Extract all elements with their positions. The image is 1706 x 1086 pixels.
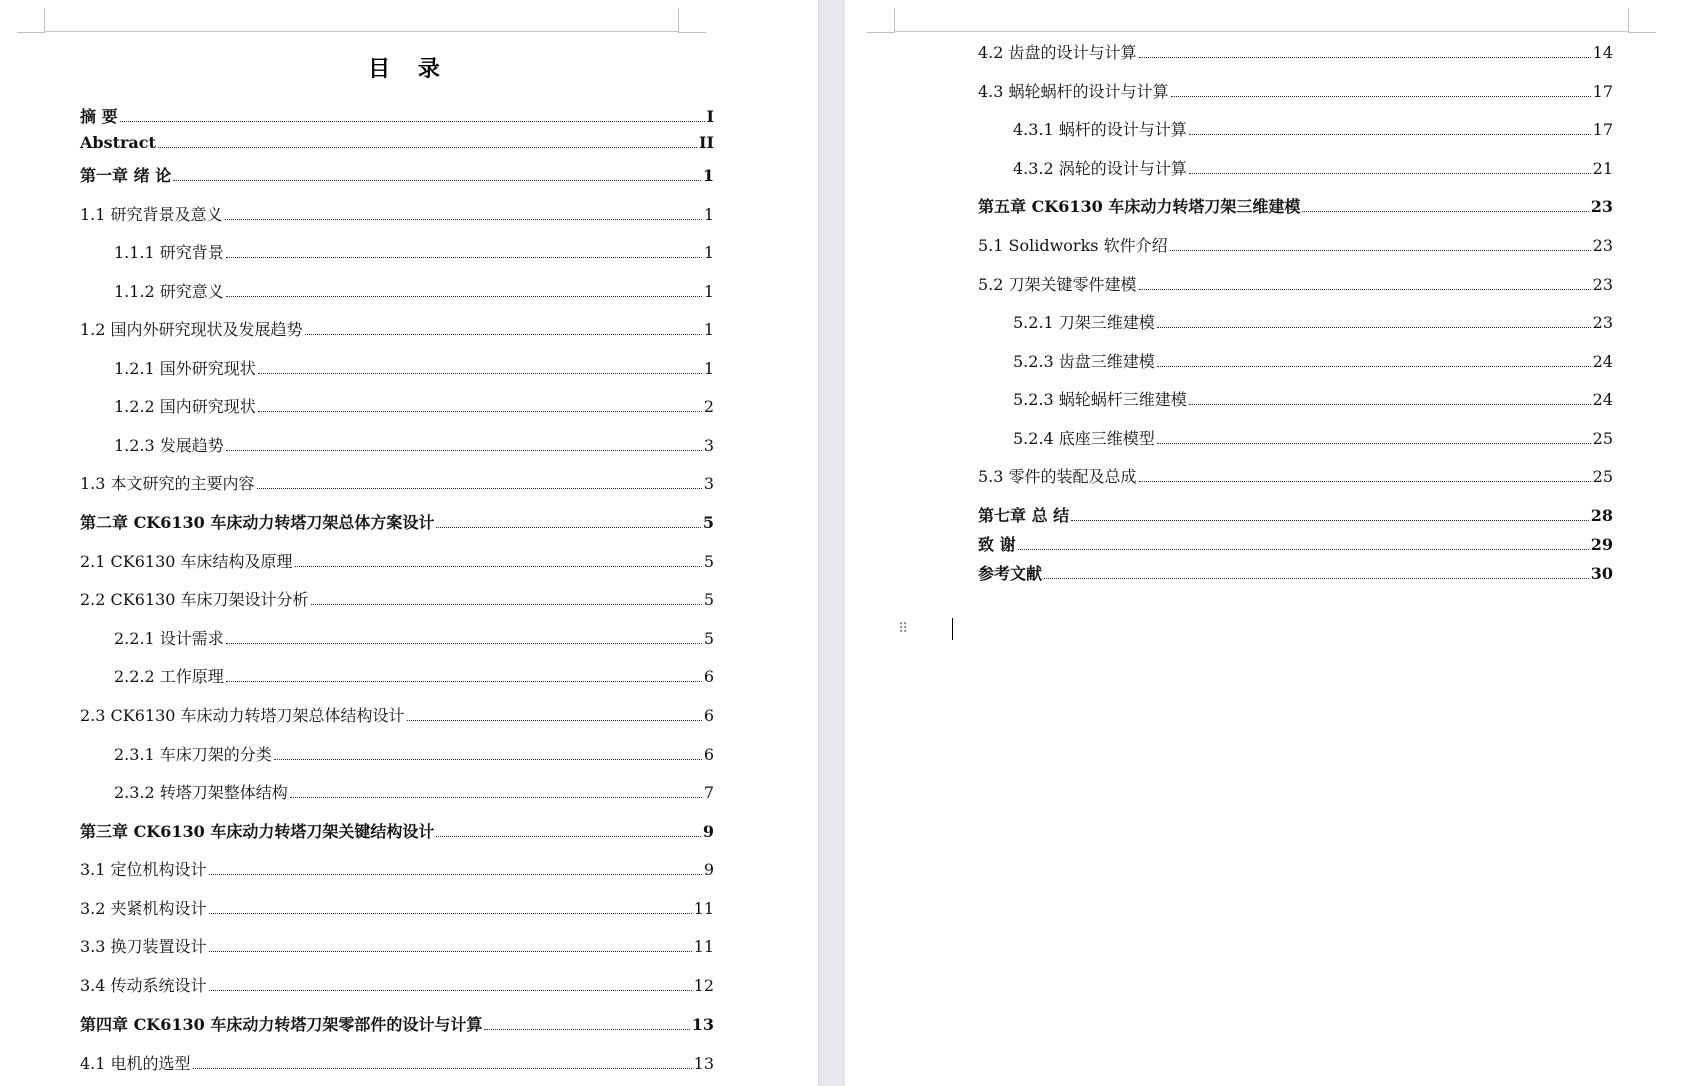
toc-leader-dots	[209, 913, 692, 914]
toc-entry[interactable]	[114, 664, 714, 686]
toc-entry-page: 14	[1592, 43, 1613, 62]
toc-entry[interactable]	[80, 703, 714, 725]
toc-entry[interactable]	[114, 356, 714, 378]
toc-entry-page: 23	[1592, 313, 1613, 332]
toc-leader-dots	[1157, 443, 1591, 444]
toc-leader-dots	[225, 219, 702, 220]
toc-entry-title: 1.1.2 研究意义	[114, 282, 224, 301]
toc-entry-page: 17	[1592, 82, 1613, 101]
toc-entry-title: 2.1 CK6130 车床结构及原理	[80, 552, 293, 571]
toc-leader-dots	[209, 874, 702, 875]
toc-entry[interactable]	[978, 233, 1613, 255]
toc-leader-dots	[226, 681, 702, 682]
toc-entry-title: 5.2.4 底座三维模型	[1013, 429, 1155, 448]
toc-entry-title: 1.2.2 国内研究现状	[114, 397, 256, 416]
toc-entry[interactable]	[978, 503, 1613, 525]
toc-entry-title: 第三章 CK6130 车床动力转塔刀架关键结构设计	[80, 822, 435, 841]
header-line	[894, 31, 1628, 32]
toc-entry[interactable]	[1013, 426, 1613, 448]
toc-leader-dots	[226, 450, 702, 451]
toc-leader-dots	[193, 1068, 692, 1069]
toc-entry[interactable]	[114, 626, 714, 648]
toc-entry[interactable]	[80, 163, 714, 185]
toc-entry-page: 6	[703, 667, 714, 686]
drag-handle-icon[interactable]: ⠿	[898, 621, 909, 637]
toc-entry-title: 致 谢	[978, 535, 1016, 554]
toc-entry-page: 25	[1592, 467, 1613, 486]
toc-leader-dots	[1170, 250, 1591, 251]
toc-leader-dots	[209, 951, 692, 952]
toc-entry[interactable]	[80, 510, 714, 532]
toc-entry[interactable]	[80, 104, 714, 126]
toc-entry[interactable]	[1013, 349, 1613, 371]
toc-entry[interactable]	[80, 896, 714, 918]
toc-entry-title: 1.2 国内外研究现状及发展趋势	[80, 320, 303, 339]
toc-entry-title: 第五章 CK6130 车床动力转塔刀架三维建模	[978, 197, 1301, 216]
toc-entry-title: 第七章 总 结	[978, 506, 1070, 525]
toc-leader-dots	[407, 720, 702, 721]
toc-entry[interactable]	[80, 471, 714, 493]
toc-entry-title: 4.3 蜗轮蜗杆的设计与计算	[978, 82, 1169, 101]
toc-entry-page: 17	[1592, 120, 1613, 139]
toc-entry-page: 6	[703, 745, 714, 764]
toc-entry-page: 13	[691, 1015, 714, 1034]
toc-entry-title: 2.2.1 设计需求	[114, 629, 224, 648]
crop-mark	[678, 8, 706, 33]
toc-entry-title: 2.3.2 转塔刀架整体结构	[114, 783, 288, 802]
document-page-left[interactable]	[0, 0, 818, 1086]
toc-leader-dots	[257, 488, 702, 489]
toc-leader-dots	[436, 836, 701, 837]
toc-entry-page: II	[699, 133, 714, 152]
toc-entry-page: 29	[1590, 535, 1613, 554]
toc-entry-page: 1	[702, 166, 714, 185]
toc-entry-title: 5.1 Solidworks 软件介绍	[978, 236, 1168, 255]
toc-entry-page: 30	[1590, 564, 1613, 583]
toc-entry-title: 1.2.3 发展趋势	[114, 436, 224, 455]
toc-entry[interactable]	[114, 394, 714, 416]
toc-entry-page: I	[706, 107, 714, 126]
toc-entry-page: 1	[703, 282, 714, 301]
toc-entry-title: 4.2 齿盘的设计与计算	[978, 43, 1137, 62]
toc-entry-page: 21	[1592, 159, 1613, 178]
crop-mark	[867, 8, 895, 33]
toc-entry-page: 23	[1592, 275, 1613, 294]
toc-leader-dots	[1157, 366, 1591, 367]
toc-entry[interactable]	[80, 973, 714, 995]
toc-entry-page: 7	[703, 783, 714, 802]
toc-leader-dots	[295, 566, 702, 567]
toc-entry-title: 第一章 绪 论	[80, 166, 172, 185]
toc-entry-title: 3.4 传动系统设计	[80, 976, 207, 995]
toc-entry-title: 3.1 定位机构设计	[80, 860, 207, 879]
toc-entry-page: 1	[703, 205, 714, 224]
toc-entry-page: 25	[1592, 429, 1613, 448]
toc-leader-dots	[258, 373, 702, 374]
toc-entry-title: 5.2.3 齿盘三维建模	[1013, 352, 1155, 371]
toc-entry[interactable]	[80, 819, 714, 841]
toc-entry[interactable]	[114, 279, 714, 301]
toc-leader-dots	[436, 527, 701, 528]
toc-leader-dots	[311, 604, 702, 605]
text-cursor	[952, 618, 953, 640]
toc-entry-title: 1.1.1 研究背景	[114, 243, 224, 262]
toc-entry-title: 2.2.2 工作原理	[114, 667, 224, 686]
toc-leader-dots	[1044, 578, 1589, 579]
toc-leader-dots	[305, 334, 702, 335]
toc-entry[interactable]	[978, 532, 1613, 554]
toc-entry-title: 参考文献	[978, 564, 1043, 583]
toc-entry-title: 1.3 本文研究的主要内容	[80, 474, 255, 493]
toc-entry[interactable]	[978, 464, 1613, 486]
toc-entry-page: 11	[693, 937, 714, 956]
toc-entry-title: 第四章 CK6130 车床动力转塔刀架零部件的设计与计算	[80, 1015, 483, 1034]
toc-entry-page: 5	[702, 513, 714, 532]
toc-entry-page: 6	[703, 706, 714, 725]
toc-entry-title: 5.2.3 蜗轮蜗杆三维建模	[1013, 390, 1187, 409]
toc-leader-dots	[1189, 173, 1591, 174]
toc-entry-title: 2.2 CK6130 车床刀架设计分析	[80, 590, 309, 609]
toc-entry-page: 23	[1590, 197, 1613, 216]
toc-leader-dots	[1139, 481, 1591, 482]
toc-entry[interactable]	[978, 561, 1613, 583]
toc-leader-dots	[1139, 289, 1591, 290]
toc-entry[interactable]	[80, 857, 714, 879]
toc-entry[interactable]	[978, 194, 1613, 216]
toc-entry-page: 13	[693, 1054, 714, 1073]
toc-leader-dots	[158, 147, 697, 148]
toc-entry[interactable]	[80, 1012, 714, 1034]
toc-leader-dots	[1071, 520, 1589, 521]
toc-entry-page: 9	[703, 860, 714, 879]
toc-entry-page: 1	[703, 359, 714, 378]
toc-entry[interactable]	[1013, 310, 1613, 332]
toc-leader-dots	[1139, 57, 1591, 58]
toc-entry[interactable]	[114, 780, 714, 802]
toc-leader-dots	[226, 296, 702, 297]
toc-entry-title: 2.3 CK6130 车床动力转塔刀架总体结构设计	[80, 706, 405, 725]
toc-entry[interactable]	[80, 934, 714, 956]
toc-entry[interactable]	[1013, 387, 1613, 409]
toc-entry-page: 3	[703, 474, 714, 493]
toc-entry-page: 28	[1590, 506, 1613, 525]
toc-entry-title: 4.3.1 蜗杆的设计与计算	[1013, 120, 1187, 139]
toc-entry[interactable]	[114, 742, 714, 764]
toc-leader-dots	[209, 990, 692, 991]
toc-entry-title: 1.2.1 国外研究现状	[114, 359, 256, 378]
document-page-right[interactable]	[845, 0, 1706, 1086]
toc-entry[interactable]	[80, 549, 714, 571]
toc-entry[interactable]	[978, 40, 1613, 62]
crop-mark	[17, 8, 45, 33]
toc-entry[interactable]	[80, 317, 714, 339]
toc-entry-title: Abstract	[80, 133, 156, 152]
toc-leader-dots	[274, 759, 702, 760]
toc-entry-title: 3.3 换刀装置设计	[80, 937, 207, 956]
toc-entry-title: 第二章 CK6130 车床动力转塔刀架总体方案设计	[80, 513, 435, 532]
toc-entry[interactable]	[114, 240, 714, 262]
toc-entry-page: 1	[703, 320, 714, 339]
toc-entry[interactable]	[80, 1051, 714, 1073]
toc-entry[interactable]	[114, 433, 714, 455]
toc-leader-dots	[1018, 549, 1589, 550]
toc-entry-page: 9	[702, 822, 714, 841]
toc-entry-page: 24	[1592, 390, 1613, 409]
toc-leader-dots	[290, 797, 702, 798]
toc-entry-page: 11	[693, 899, 714, 918]
toc-leader-dots	[120, 121, 705, 122]
toc-leader-dots	[226, 257, 702, 258]
toc-entry-title: 5.3 零件的装配及总成	[978, 467, 1137, 486]
toc-entry-page: 1	[703, 243, 714, 262]
toc-entry-title: 4.3.2 涡轮的设计与计算	[1013, 159, 1187, 178]
toc-entry[interactable]	[978, 79, 1613, 101]
header-line	[44, 31, 678, 32]
toc-entry-title: 3.2 夹紧机构设计	[80, 899, 207, 918]
toc-entry-page: 24	[1592, 352, 1613, 371]
toc-entry-title: 4.1 电机的选型	[80, 1054, 191, 1073]
toc-leader-dots	[226, 643, 702, 644]
toc-entry[interactable]	[1013, 117, 1613, 139]
toc-entry-title: 摘 要	[80, 107, 118, 126]
toc-entry-page: 5	[703, 552, 714, 571]
toc-entry-title: 5.2.1 刀架三维建模	[1013, 313, 1155, 332]
toc-leader-dots	[1171, 96, 1591, 97]
toc-leader-dots	[258, 411, 702, 412]
toc-entry[interactable]	[1013, 156, 1613, 178]
toc-entry[interactable]	[80, 587, 714, 609]
toc-entry-title: 5.2 刀架关键零件建模	[978, 275, 1137, 294]
toc-entry-page: 12	[693, 976, 714, 995]
crop-mark	[1628, 8, 1656, 33]
toc-entry[interactable]	[80, 202, 714, 224]
toc-leader-dots	[1302, 211, 1588, 212]
toc-entry-title: 2.3.1 车床刀架的分类	[114, 745, 272, 764]
toc-entry-page: 2	[703, 397, 714, 416]
toc-title: 目 录	[368, 56, 450, 82]
toc-leader-dots	[1157, 327, 1591, 328]
toc-entry-page: 5	[703, 590, 714, 609]
toc-entry[interactable]	[978, 272, 1613, 294]
toc-leader-dots	[1189, 134, 1591, 135]
toc-leader-dots	[1189, 404, 1591, 405]
toc-entry-title: 1.1 研究背景及意义	[80, 205, 223, 224]
toc-entry-page: 3	[703, 436, 714, 455]
toc-leader-dots	[173, 180, 701, 181]
toc-entry-page: 5	[703, 629, 714, 648]
toc-entry-page: 23	[1592, 236, 1613, 255]
toc-leader-dots	[484, 1029, 689, 1030]
toc-entry[interactable]	[80, 133, 714, 155]
page-gutter	[818, 0, 846, 1086]
